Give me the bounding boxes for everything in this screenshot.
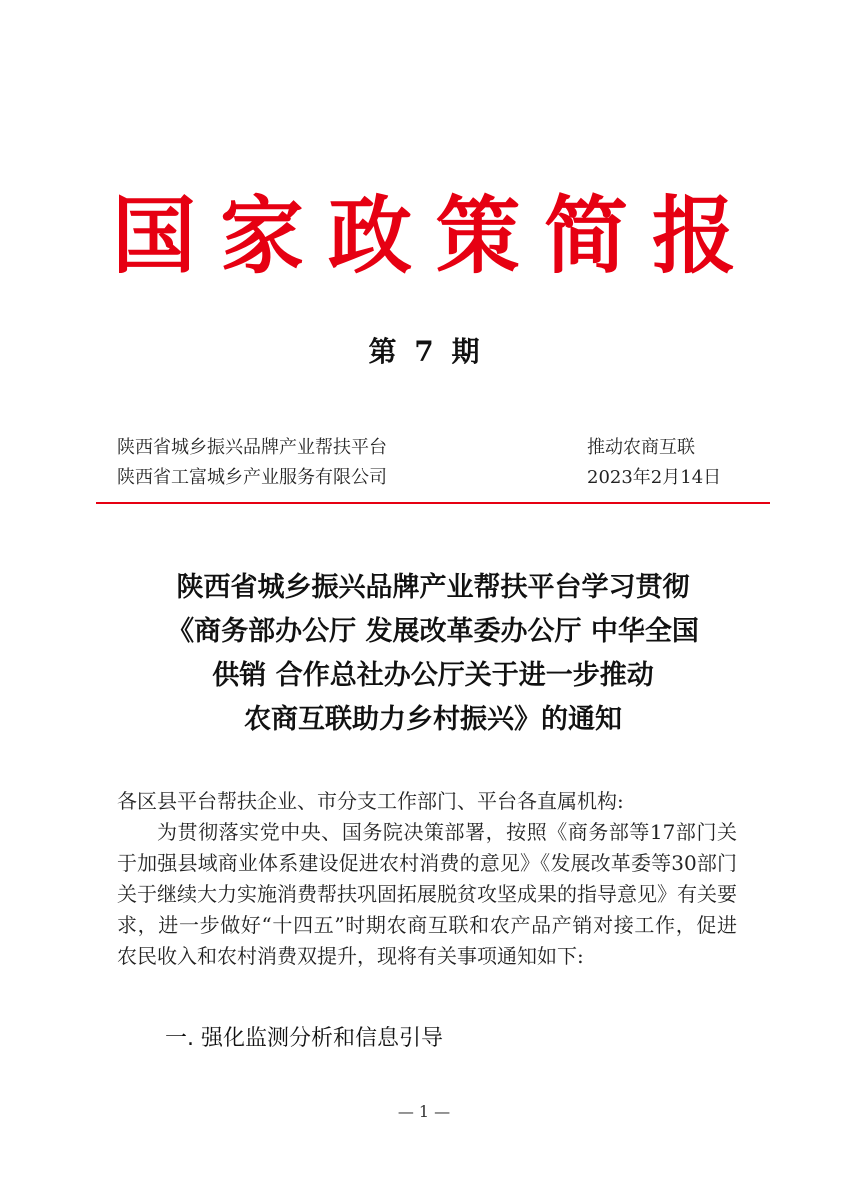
page-number: — 1 — xyxy=(397,1102,451,1121)
header-meta-row-1 xyxy=(117,434,737,462)
red-divider xyxy=(96,502,770,504)
salutation: 各区县平台帮扶企业、市分支工作部门、平台各直属机构: xyxy=(117,789,624,813)
header-meta-row-2 xyxy=(117,464,737,492)
document-title xyxy=(96,566,770,742)
publisher-line-2: 陕西省工富城乡产业服务有限公司 xyxy=(117,467,387,488)
issue-value: 7 xyxy=(414,335,434,368)
publisher-line-1: 陕西省城乡振兴品牌产业帮扶平台 xyxy=(117,437,387,458)
title-line-1: 陕西省城乡振兴品牌产业帮扶平台学习贯彻 xyxy=(176,572,690,603)
issue-suffix: 期 xyxy=(451,335,480,368)
section-heading: 一. 强化监测分析和信息引导 xyxy=(165,1026,443,1051)
body-paragraph: 为贯彻落实党中央、国务院决策部署，按照《商务部等17部门关于加强县域商业体系建设促进农村消费的意见》《发展改革委等30部门关于继续大力实施消费帮扶巩固拓展脱贫攻坚成果的指导意见》有关要求，进一步做好“十四五”时期农商互联和农产品产销对接工作，促进农民收入和农村消费双提升，现将有关事项通知如下: xyxy=(117,820,737,968)
title-line-3: 供销 合作总社办公厅关于进一步推动 xyxy=(212,660,654,691)
title-line-2: 《商务部办公厅 发展改革委办公厅 中华全国 xyxy=(167,616,699,647)
masthead-title: 国家政策简报 xyxy=(111,186,760,285)
issue-date: 2023年2月14日 xyxy=(587,467,722,488)
issue-prefix: 第 xyxy=(368,335,397,368)
topic-label: 推动农商互联 xyxy=(587,437,695,458)
issue-number xyxy=(0,332,848,372)
title-line-4: 农商互联助力乡村振兴》的通知 xyxy=(244,704,622,735)
document-body xyxy=(117,786,737,972)
